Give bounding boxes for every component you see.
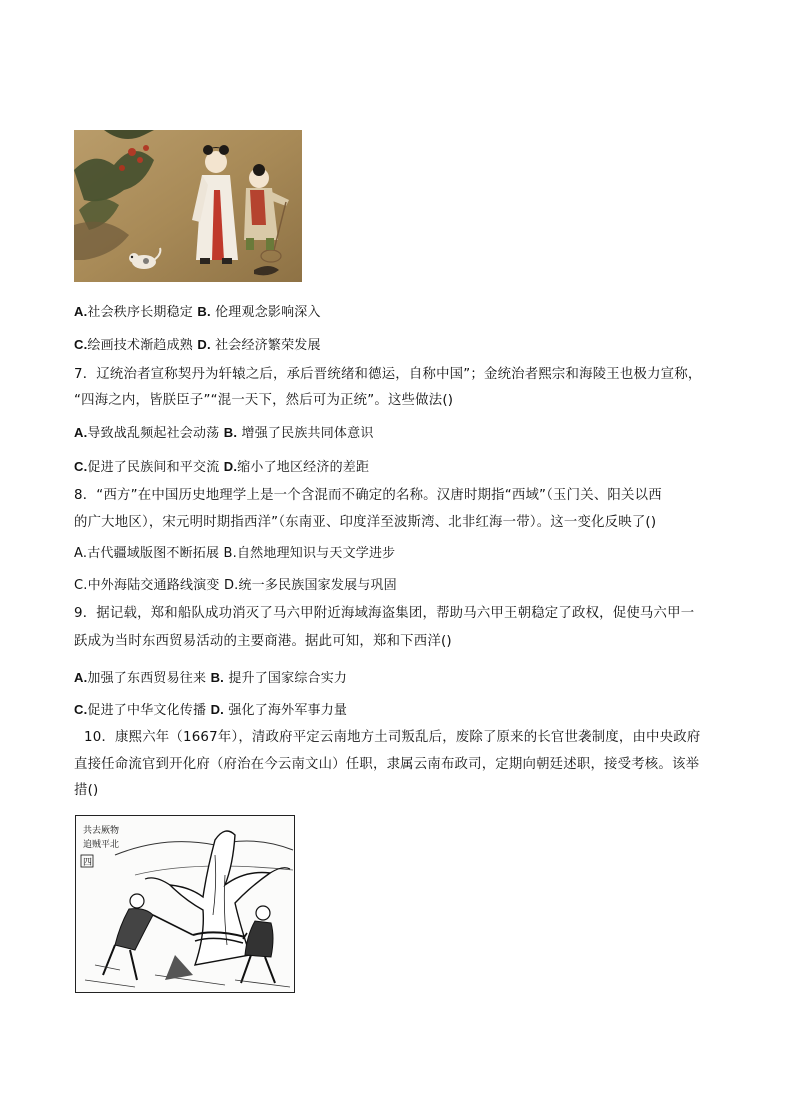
option-label: B. [210,670,224,685]
q7-stem-line-1: 7．辽统治者宣称契丹为轩辕之后，承后晋统绪和德运，自称中国”；金统治者熙宗和海陵王也极力宣称， [74,367,702,382]
option-text: 绘画技术渐趋成熟 [87,338,194,353]
option-label: A. [74,304,88,319]
option-text: 增强了民族共同体意识 [241,426,374,441]
option-label: C. [74,702,88,717]
q10-stem-line-1: 10．康熙六年（1667年），清政府平定云南地方土司叛乱后，废除了原来的长官世袭制度，由中央政府 [84,730,701,745]
option-label: D. [223,459,238,474]
option-text: 社会经济繁荣发展 [215,338,321,353]
painting-children-play-image [74,130,302,282]
q7-options-row-2 [74,458,369,477]
q8-stem-line-2: 的广大地区），宋元明时期指西洋”（东南亚、印度洋至波斯湾、北非红海一带）。这一变化反映了() [74,515,657,530]
q6-options-row-2 [74,336,321,355]
option-label: D. [197,337,211,352]
option-text: 导致战乱频起社会动荡 [87,426,220,441]
q7-stem-line-2: “四海之内，皆朕臣子”“混一天下，然后可为正统”。这些做法() [74,393,454,408]
option-text: 缩小了地区经济的差距 [237,460,370,475]
q6-options-row-1 [74,303,321,322]
option-label: C. [74,459,88,474]
option-text: 伦理观念影响深入 [215,305,321,320]
option-text: 强化了海外军事力量 [228,703,348,718]
option-text: 提升了国家综合实力 [228,671,348,686]
woodcut-illustration-image [75,815,295,993]
woodcut-caption-seal: 四 [83,858,93,868]
option-label: A. [74,425,88,440]
q9-options-row-2 [74,701,347,720]
option-label: B. [197,304,211,319]
q9-stem-line-1: 9．据记载，郑和船队成功消灭了马六甲附近海域海盗集团，帮助马六甲王朝稳定了政权，促使马六甲一 [74,606,695,621]
q8-options-row-2: C.中外海陆交通路线演变 D.统一多民族国家发展与巩固 [74,578,397,593]
option-text: 加强了东西贸易往来 [87,671,207,686]
option-text: 社会秩序长期稳定 [87,305,194,320]
option-label: B. [223,425,238,440]
option-text: 促进了民族间和平交流 [87,460,220,475]
q8-options-row-1: A.古代疆域版图不断拓展 B.自然地理知识与天文学进步 [74,546,396,561]
q9-stem-line-2: 跃成为当时东西贸易活动的主要商港。据此可知，郑和下西洋() [74,634,452,649]
q9-options-row-1 [74,669,347,688]
woodcut-caption-col-2: 追贼平北 [83,840,120,850]
option-label: A. [74,670,88,685]
option-label: D. [210,702,224,717]
q8-stem-line-1: 8．“西方”在中国历史地理学上是一个含混而不确定的名称。汉唐时期指“西域”（玉门关、阳关以西 [74,488,662,503]
option-text: 促进了中华文化传播 [87,703,207,718]
woodcut-caption-col-1: 共去厥物 [83,826,120,836]
q10-stem-line-2: 直接任命流官到开化府（府治在今云南文山）任职，隶属云南布政司，定期向朝廷述职，接受考核。该举 [74,757,700,772]
option-label: C. [74,337,88,352]
q10-stem-line-3: 措() [74,783,99,798]
q7-options-row-1 [74,424,374,443]
